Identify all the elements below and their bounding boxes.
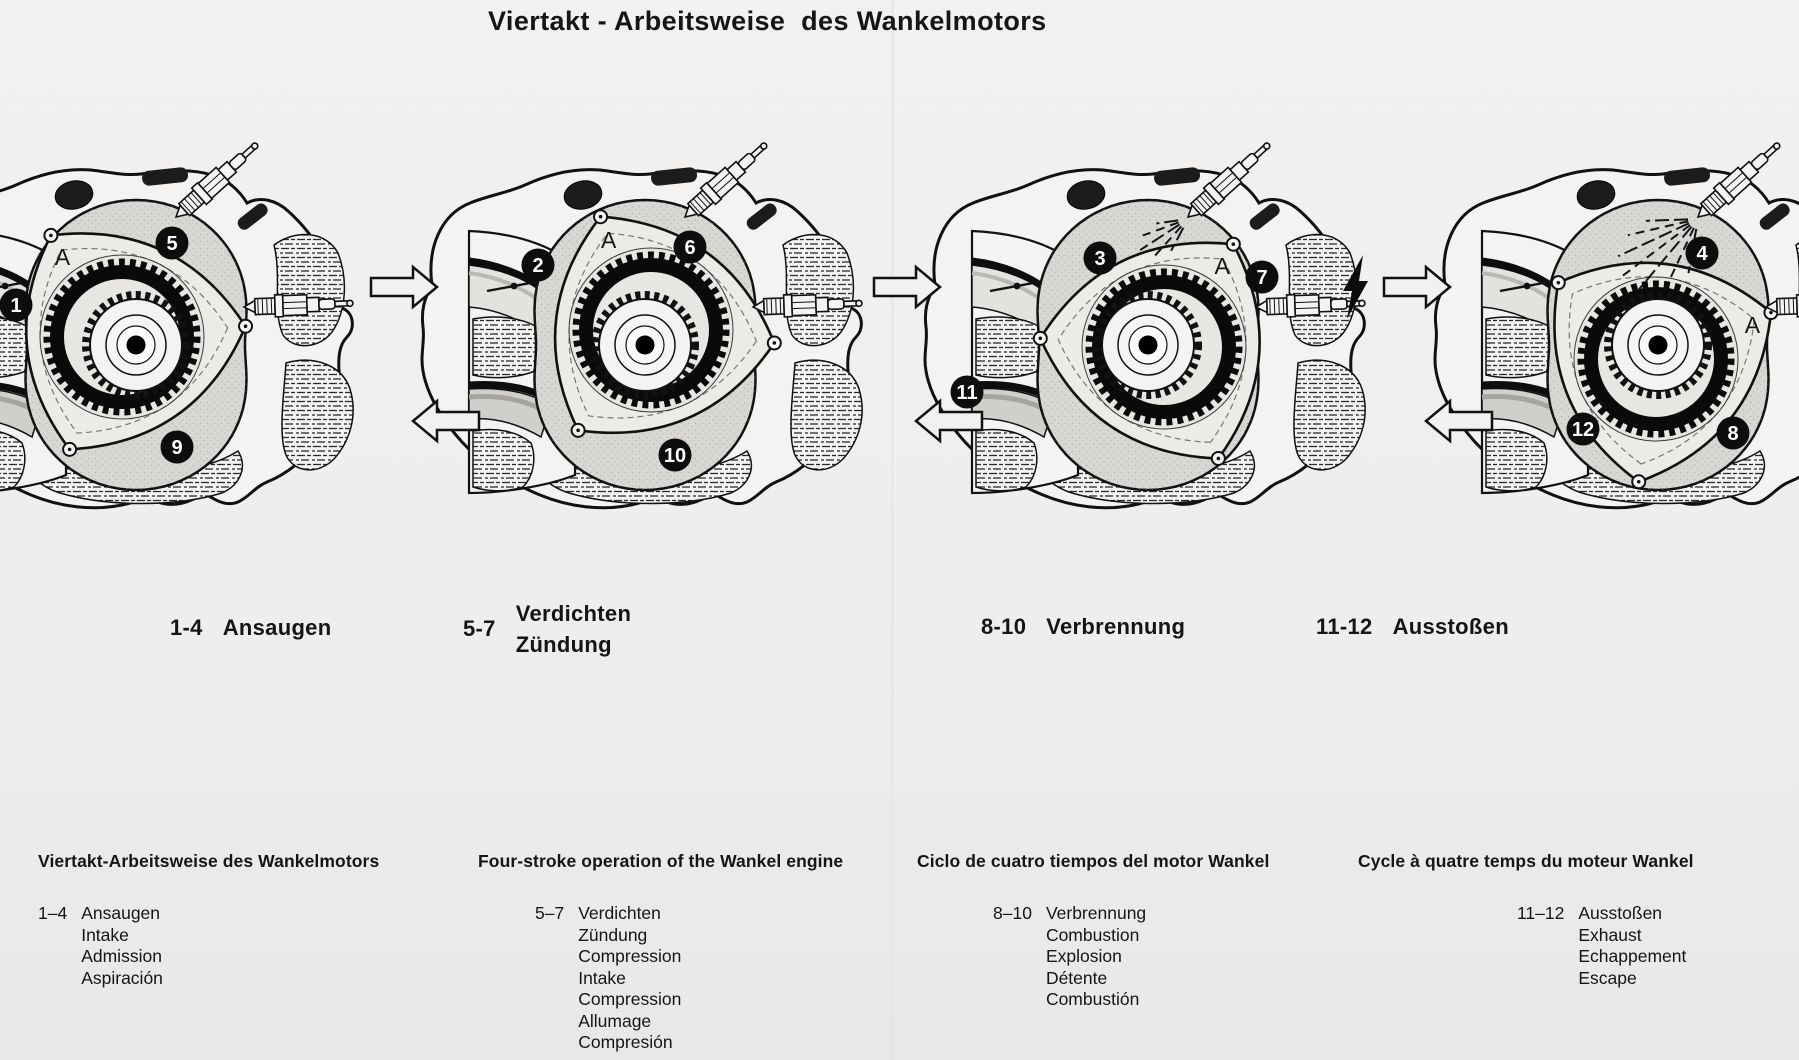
svg-text:5: 5	[166, 233, 178, 255]
legend-range: 5–7	[535, 903, 565, 923]
svg-text:11: 11	[956, 382, 978, 404]
cooling-jacket	[1486, 317, 1555, 378]
eccentric-shaft-dot	[127, 336, 146, 355]
text-line: Intake	[81, 924, 129, 945]
engine-diagram-exhaust	[1298, 90, 1799, 520]
text-line: Zündung	[578, 924, 648, 945]
legend-terms	[81, 903, 163, 989]
text-line: Détente	[1045, 967, 1108, 988]
text-line: Allumage	[578, 1010, 652, 1031]
text-line: Verbrennung	[1045, 903, 1147, 923]
text-line: Combustion	[1045, 924, 1140, 945]
apex-label: A	[1214, 252, 1230, 279]
text-line: Compression	[578, 946, 682, 966]
text-line: Compresión	[578, 1032, 673, 1052]
svg-text:9: 9	[171, 437, 183, 459]
phase-label-intake	[170, 612, 331, 643]
text-line: Ausstoßen	[1392, 614, 1509, 639]
eccentric-shaft-dot	[1649, 336, 1668, 355]
cooling-jacket	[473, 317, 542, 378]
cooling-jacket	[1486, 430, 1547, 491]
apex-label: A	[54, 243, 71, 270]
legend-list-combustion	[993, 903, 1146, 1011]
text-line: Explosion	[1045, 946, 1122, 966]
phase-label-exhaust	[1316, 611, 1509, 642]
svg-text:4: 4	[1696, 243, 1708, 265]
svg-text:1: 1	[10, 295, 22, 317]
phase-badge	[1084, 242, 1117, 275]
phase-badge	[659, 439, 692, 472]
svg-text:3: 3	[1094, 248, 1106, 270]
legend-terms	[1578, 903, 1686, 989]
cooling-jacket	[976, 317, 1045, 378]
text-line: Verdichten	[578, 903, 661, 923]
text-line: Echappement	[1578, 946, 1687, 966]
legend-range: 1–4	[38, 903, 68, 923]
phase-range: 5-7	[463, 616, 496, 641]
phase-range: 8-10	[981, 613, 1027, 639]
phase-name	[1046, 611, 1185, 642]
phase-badge	[0, 289, 33, 322]
apex-label: A	[1744, 312, 1761, 339]
phase-range: 11-12	[1316, 613, 1373, 639]
engine-cross-section	[1298, 90, 1799, 520]
phase-range: 1-4	[170, 614, 203, 640]
legend-heading-es: Ciclo de cuatro tiempos del motor Wankel	[917, 851, 1270, 871]
text-line: Aspiración	[81, 967, 163, 988]
text-line: Escape	[1578, 967, 1637, 988]
phase-badge	[1567, 413, 1600, 446]
legend-range: 8–10	[993, 903, 1032, 923]
text-line: Intake	[578, 967, 626, 988]
legend-heading-en: Four-stroke operation of the Wankel engine	[478, 851, 844, 871]
text-line: Verdichten	[515, 601, 632, 626]
cooling-jacket	[976, 430, 1037, 491]
apex-label: A	[601, 226, 617, 253]
text-line: Compression	[578, 989, 682, 1009]
legend-range: 11–12	[1517, 903, 1565, 923]
phase-badge	[951, 376, 984, 409]
text-line: Verbrennung	[1046, 614, 1186, 639]
phase-badge	[1686, 237, 1719, 270]
legend-heading-de: Viertakt-Arbeitsweise des Wankelmotors	[38, 851, 380, 871]
text-line: Zündung	[515, 632, 612, 657]
legend-list-exhaust	[1517, 903, 1686, 989]
svg-text:12: 12	[1571, 419, 1595, 441]
phase-name	[1393, 611, 1509, 642]
text-line: Ansaugen	[81, 903, 161, 923]
legend-list-compression	[535, 903, 681, 1054]
legend-terms	[578, 903, 681, 1054]
text-line: Ausstoßen	[1578, 903, 1663, 923]
text-line: Combustión	[1045, 989, 1140, 1009]
eccentric-shaft-dot	[1139, 336, 1158, 355]
phase-badge	[1246, 261, 1279, 294]
phase-label-compression	[463, 598, 631, 660]
eccentric-shaft-dot	[636, 336, 655, 355]
svg-text:2: 2	[532, 255, 544, 277]
cooling-jacket	[473, 430, 534, 491]
poster-title: Viertakt - Arbeitsweise des Wankelmotors	[488, 6, 1047, 36]
svg-text:8: 8	[1727, 423, 1739, 445]
legend-terms	[1046, 903, 1146, 1011]
svg-text:7: 7	[1256, 267, 1268, 289]
text-line: Exhaust	[1578, 924, 1642, 945]
phase-name	[516, 598, 631, 660]
phase-badge	[156, 227, 189, 260]
legend-list-intake	[38, 903, 163, 989]
phase-label-combustion	[981, 611, 1185, 642]
svg-text:6: 6	[684, 237, 696, 259]
text-line: Admission	[81, 946, 162, 966]
phase-name	[223, 612, 332, 643]
phase-badge	[674, 231, 707, 264]
phase-badge	[161, 431, 194, 464]
svg-text:10: 10	[663, 445, 687, 467]
legend-heading-fr: Cycle à quatre temps du moteur Wankel	[1358, 851, 1694, 871]
text-line: Ansaugen	[222, 615, 332, 640]
phase-badge	[1717, 417, 1750, 450]
phase-badge	[522, 249, 555, 282]
